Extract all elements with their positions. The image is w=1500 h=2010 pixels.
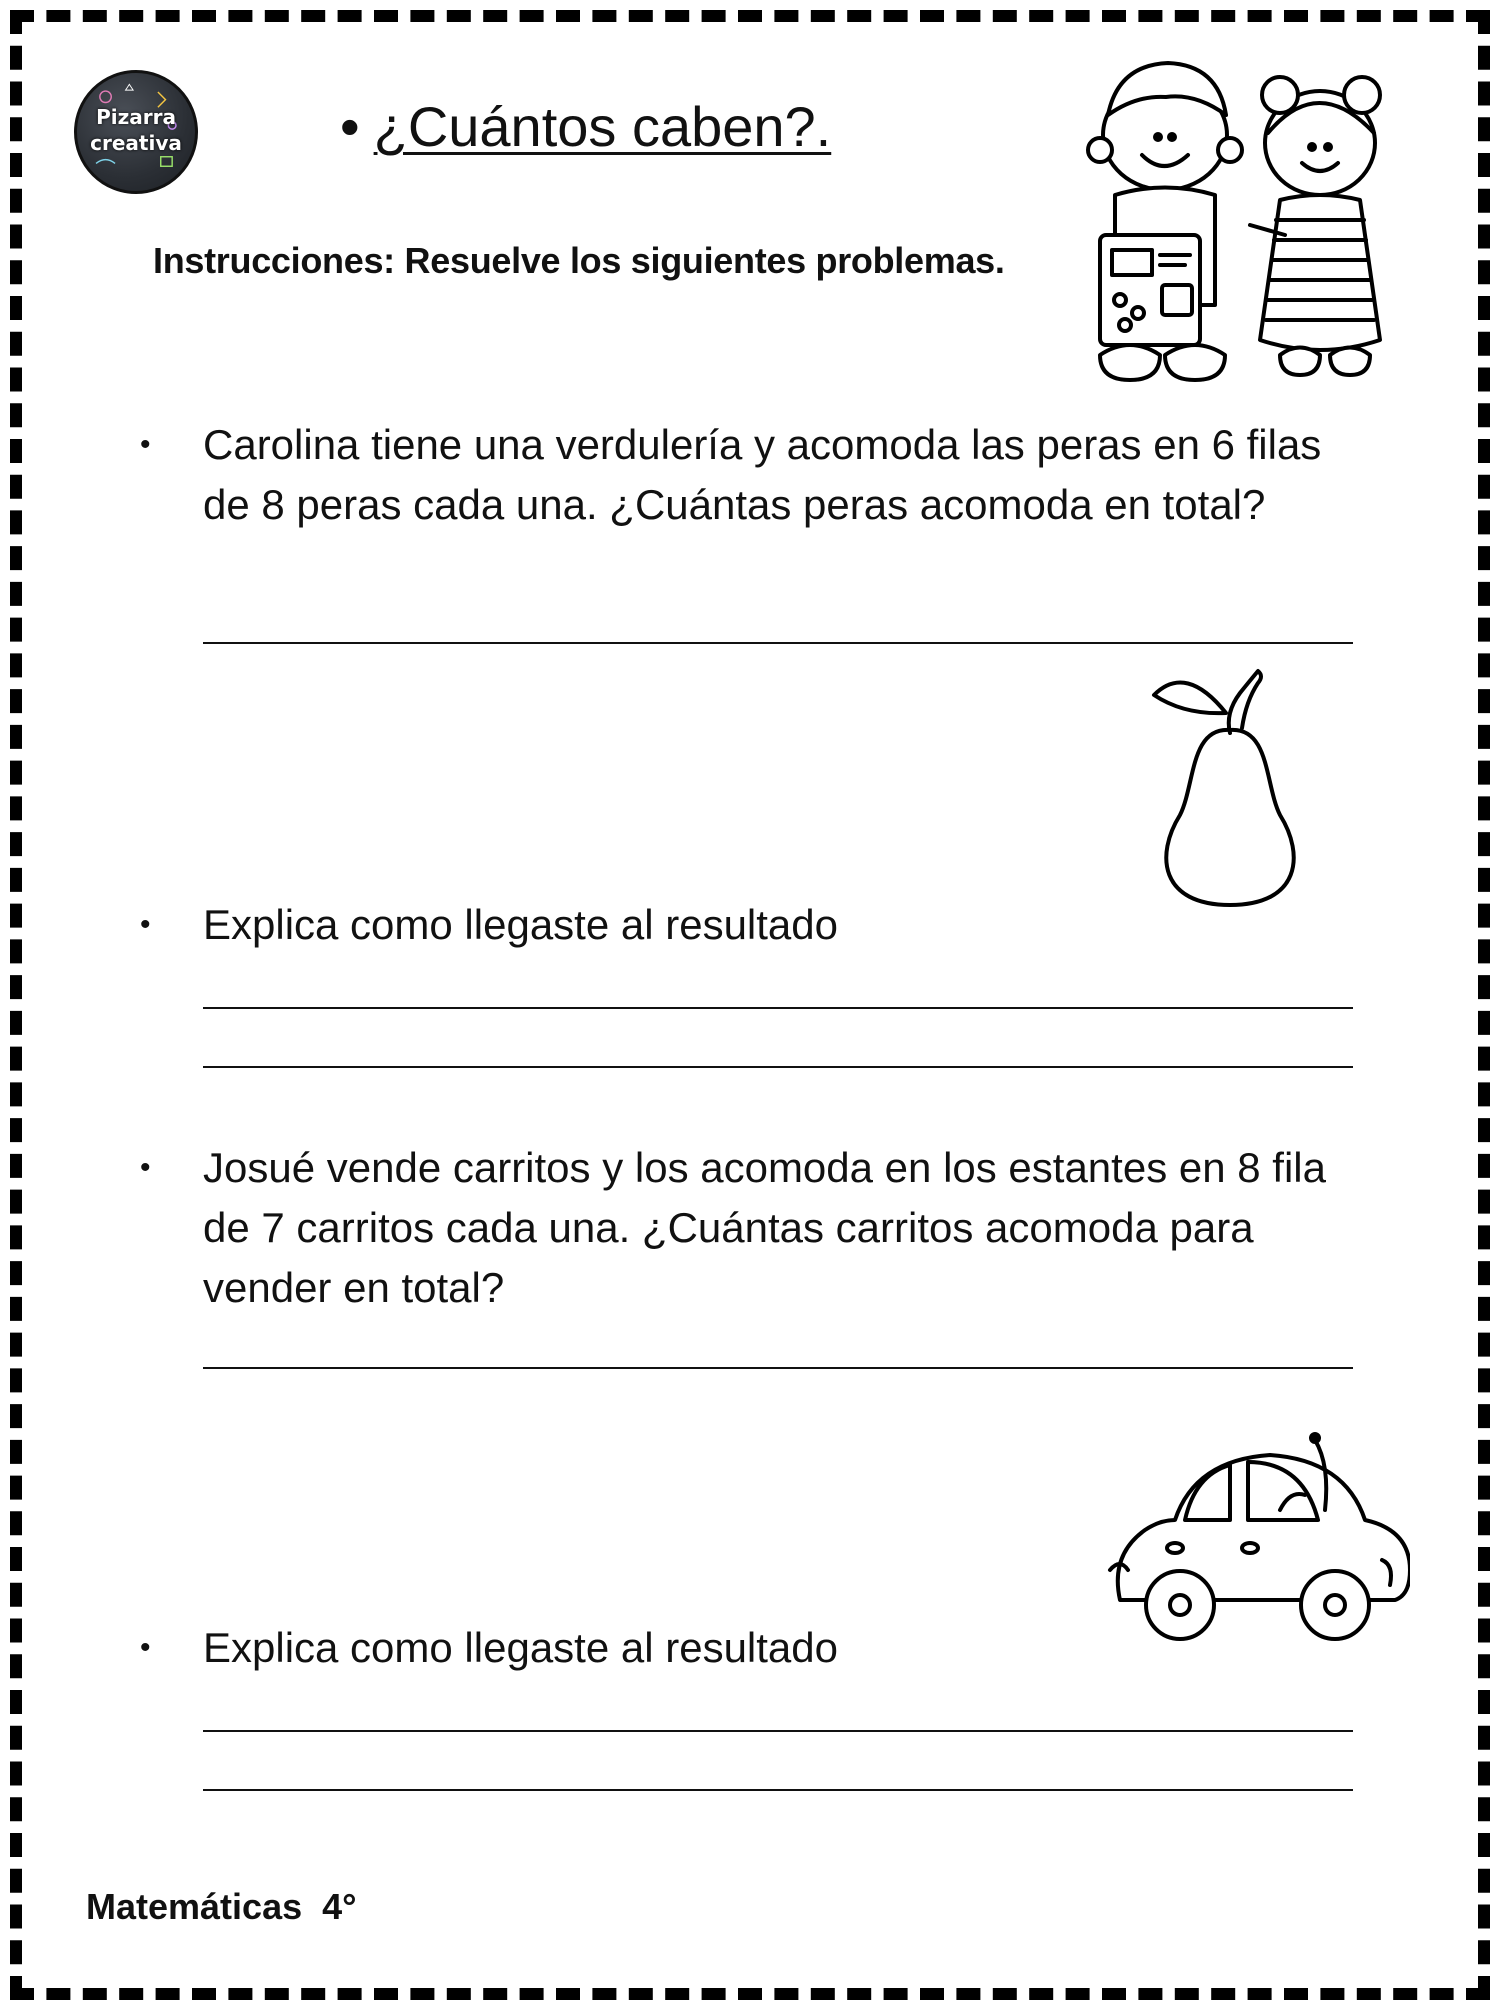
question-2-text: Explica como llegaste al resultado [203, 901, 839, 948]
kids-illustration [1080, 55, 1410, 395]
title-bullet: • [340, 95, 360, 158]
logo-line-1: Pizarra [96, 105, 176, 129]
question-3 [140, 1138, 1333, 1318]
question-2-bullet: • [140, 908, 151, 941]
answer-line-2[interactable] [203, 1007, 1353, 1009]
question-4 [140, 1618, 1333, 1678]
question-3-text: Josué vende carritos y los acomoda en los estantes en 8 fila de 7 carritos cada una. ¿Cuántas carritos acomoda para vender en total? [203, 1144, 1326, 1311]
question-1 [140, 415, 1333, 535]
question-4-text: Explica como llegaste al resultado [203, 1624, 839, 1671]
logo-line-2: creativa [90, 131, 182, 155]
answer-line-4[interactable] [203, 1367, 1353, 1369]
answer-line-5[interactable] [203, 1730, 1353, 1732]
answer-line-1[interactable] [203, 642, 1353, 644]
question-1-bullet: • [140, 428, 151, 461]
answer-line-6[interactable] [203, 1789, 1353, 1791]
pizarra-creativa-logo [74, 70, 198, 194]
question-4-bullet: • [140, 1631, 151, 1664]
instructions-text: Instrucciones: Resuelve los siguientes problemas. [153, 240, 1005, 281]
pear-illustration [1130, 665, 1330, 915]
question-2 [140, 895, 1333, 955]
question-3-bullet: • [140, 1151, 151, 1184]
car-illustration [1100, 1430, 1410, 1650]
answer-line-3[interactable] [203, 1066, 1353, 1068]
worksheet-title [340, 92, 831, 162]
question-1-text: Carolina tiene una verdulería y acomoda las peras en 6 filas de 8 peras cada una. ¿Cuántas peras acomoda en total? [203, 421, 1322, 528]
title-text: ¿Cuántos caben?. [373, 95, 832, 158]
subject-grade-label: Matemáticas 4° [86, 1886, 357, 1927]
